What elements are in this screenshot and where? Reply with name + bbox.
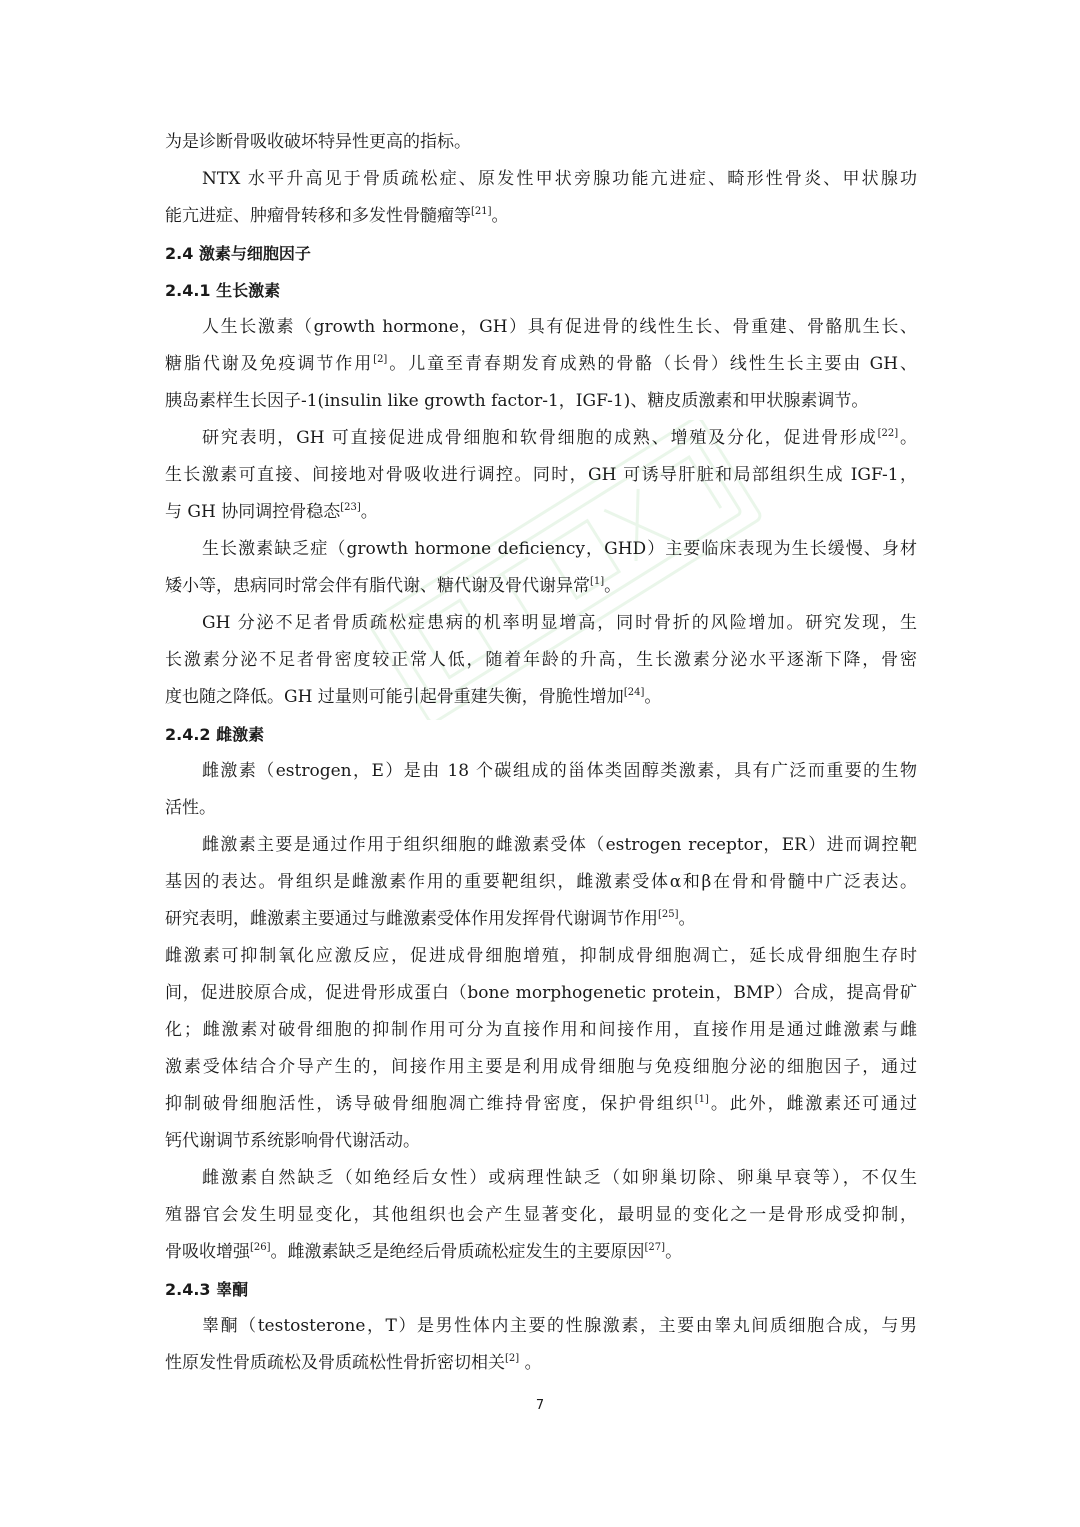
line-text: 能亢进症、肿瘤骨转移和多发性骨髓瘤等 (165, 206, 471, 226)
line-text: GH 分泌不足者骨质疏松症患病的机率明显增高，同时骨折的风险增加。研究发现，生 (202, 613, 917, 633)
text-line (165, 790, 917, 827)
line-text: 为是诊断骨吸收破坏特异性更高的指标。 (165, 132, 471, 152)
text-line (165, 938, 917, 975)
text-line (165, 1049, 917, 1086)
line-text-tail: 。 (360, 502, 378, 522)
citation-ref: [2] (505, 1353, 520, 1364)
line-text-tail: 。 (898, 428, 917, 448)
line-text-tail: 。 (665, 1242, 683, 1262)
line-text: 生长激素可直接、间接地对骨吸收进行调控。同时，GH 可诱导肝脏和局部组织生成 IGF-1， (165, 465, 917, 485)
line-text: 雌激素（estrogen，E）是由 18 个碳组成的甾体类固醇类激素，具有广泛而重要的生物 (202, 761, 917, 781)
line-text: 基因的表达。骨组织是雌激素作用的重要靶组织，雌激素受体α和β在骨和骨髓中广泛表达。 (165, 872, 917, 892)
line-text: 睾酮（testosterone，T）是男性体内主要的性腺激素，主要由睾丸间质细胞合成，与男 (202, 1316, 917, 1336)
line-text: 活性。 (165, 798, 216, 818)
text-line (165, 346, 917, 383)
line-text: 矮小等，患病同时常会伴有脂代谢、糖代谢及骨代谢异常 (165, 576, 590, 596)
citation-ref: [22] (877, 428, 899, 439)
line-text: 糖脂代谢及免疫调节作用 (165, 354, 374, 374)
line-text: 钙代谢调节系统影响骨代谢活动。 (165, 1131, 420, 1151)
line-text: 间，促进胶原合成，促进骨形成蛋白（bone morphogenetic protein，BMP）合成，提高骨矿 (165, 983, 917, 1003)
line-text: NTX 水平升高见于骨质疏松症、原发性甲状旁腺功能亢进症、畸形性骨炎、甲状腺功 (202, 169, 917, 189)
section-heading (165, 272, 917, 309)
text-line (165, 124, 917, 161)
text-line (165, 605, 917, 642)
line-text-tail: 。 (491, 206, 509, 226)
line-text: 抑制破骨细胞活性，诱导破骨细胞凋亡维持骨密度，保护骨组织 (165, 1094, 695, 1114)
section-heading (165, 235, 917, 272)
line-text: 激素受体结合介导产生的，间接作用主要是利用成骨细胞与免疫细胞分泌的细胞因子，通过 (165, 1057, 917, 1077)
line-text: 2.4.1 生长激素 (165, 281, 281, 300)
line-text: 2.4.2 雌激素 (165, 725, 265, 744)
text-line (165, 642, 917, 679)
text-line (165, 864, 917, 901)
text-line (165, 827, 917, 864)
citation-ref: [27] (644, 1242, 666, 1253)
line-text: 研究表明，雌激素主要通过与雌激素受体作用发挥骨代谢调节作用 (165, 909, 658, 929)
document-body (165, 124, 917, 1382)
text-line (165, 531, 917, 568)
line-text: 胰岛素样生长因子-1(insulin like growth factor-1，IGF-1)、糖皮质激素和甲状腺素调节。 (165, 391, 869, 411)
citation-ref: [24] (623, 687, 645, 698)
line-text-tail: 。 (644, 687, 662, 707)
text-line (165, 753, 917, 790)
line-text: 生长激素缺乏症（growth hormone deficiency，GHD）主要临床表现为生长缓慢、身材 (202, 539, 917, 559)
text-line (165, 1123, 917, 1160)
line-text: 雌激素自然缺乏（如绝经后女性）或病理性缺乏（如卵巢切除、卵巢早衰等），不仅生 (202, 1168, 917, 1188)
line-text: 雌激素可抑制氧化应激反应，促进成骨细胞增殖，抑制成骨细胞凋亡，延长成骨细胞生存时 (165, 946, 917, 966)
line-text-tail: 。 (519, 1353, 542, 1373)
line-text: 性原发性骨质疏松及骨质疏松性骨折密切相关 (165, 1353, 505, 1373)
citation-ref: [21] (471, 206, 492, 217)
text-line (165, 975, 917, 1012)
section-heading (165, 1271, 917, 1308)
text-line (165, 1086, 917, 1123)
line-text: 骨吸收增强 (165, 1242, 250, 1262)
text-line (165, 383, 917, 420)
line-text: 雌激素主要是通过作用于组织细胞的雌激素受体（estrogen receptor，ER）进而调控靶 (202, 835, 917, 855)
line-text: 人生长激素（growth hormone，GH）具有促进骨的线性生长、骨重建、骨骼肌生长、 (202, 317, 917, 337)
line-text-tail: 。此外，雌激素还可通过 (708, 1094, 918, 1114)
line-text-tail: 。雌激素缺乏是绝经后骨质疏松症发生的主要原因 (270, 1242, 645, 1262)
line-text: 研究表明，GH 可直接促进成骨细胞和软骨细胞的成熟、增殖及分化，促进骨形成 (202, 428, 878, 448)
line-text: 化；雌激素对破骨细胞的抑制作用可分为直接作用和间接作用，直接作用是通过雌激素与雌 (165, 1020, 917, 1040)
text-line (165, 1012, 917, 1049)
text-line (165, 901, 917, 938)
text-line (165, 420, 917, 457)
text-line (165, 1160, 917, 1197)
line-text: 长激素分泌不足者骨密度较正常人低，随着年龄的升高，生长激素分泌水平逐渐下降，骨密 (165, 650, 917, 670)
page-number: 7 (535, 1398, 545, 1413)
text-line (165, 309, 917, 346)
line-text-tail: 。儿童至青春期发育成熟的骨骼（长骨）线性生长主要由 GH、 (387, 354, 918, 374)
text-line (165, 679, 917, 716)
text-line (165, 1308, 917, 1345)
text-line (165, 494, 917, 531)
line-text: 殖器官会发生明显变化，其他组织也会产生显著变化，最明显的变化之一是骨形成受抑制， (165, 1205, 917, 1225)
section-heading (165, 716, 917, 753)
text-line (165, 161, 917, 198)
citation-ref: [25] (658, 909, 679, 920)
citation-ref: [23] (340, 502, 361, 513)
text-line (165, 1234, 917, 1271)
text-line (165, 1345, 917, 1382)
citation-ref: [2] (373, 354, 388, 365)
line-text: 2.4 激素与细胞因子 (165, 244, 311, 263)
text-line (165, 1197, 917, 1234)
line-text: 2.4.3 睾酮 (165, 1280, 249, 1299)
line-text: 与 GH 协同调控骨稳态 (165, 502, 341, 522)
citation-ref: [26] (250, 1242, 271, 1253)
line-text: 度也随之降低。GH 过量则可能引起骨重建失衡，骨脆性增加 (165, 687, 624, 707)
citation-ref: [1] (694, 1094, 709, 1105)
citation-ref: [1] (590, 576, 605, 587)
text-line (165, 457, 917, 494)
text-line (165, 198, 917, 235)
line-text-tail: 。 (604, 576, 622, 596)
line-text-tail: 。 (678, 909, 696, 929)
text-line (165, 568, 917, 605)
